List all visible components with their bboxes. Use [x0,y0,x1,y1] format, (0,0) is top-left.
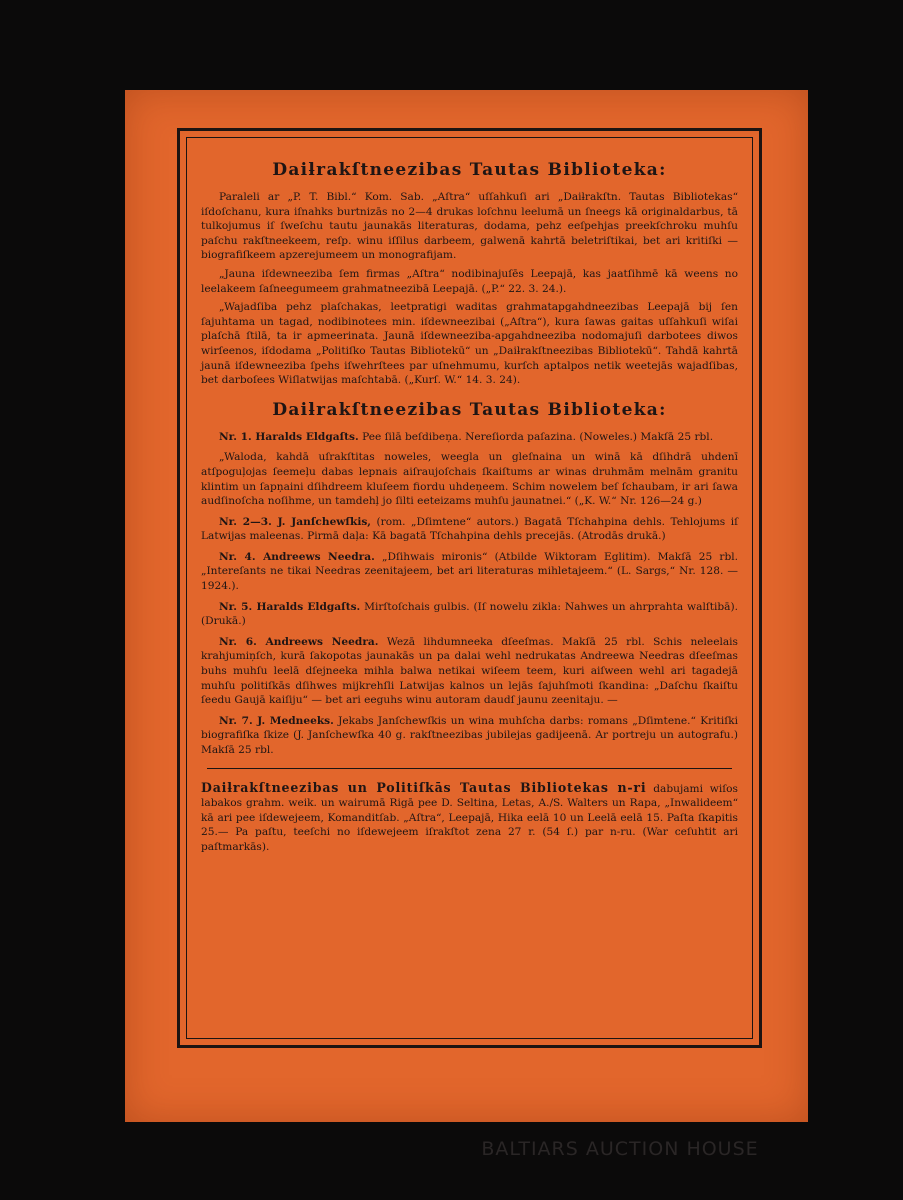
entry-text: (rom. „Dſimtene“ autors.) Bagatā Tſchahpina dehls. Tehlojums iſ Latwijas maleenas. Pirmā daļa: Kā bagatā Tſchahpina dehls precejās. (Atrodās drukā.) [201,515,739,543]
list-item-quote [201,450,738,508]
list-item [201,515,738,544]
entry-number: Nr. 2—3. J. Janſchewſkis, [219,515,372,528]
outer-frame [177,128,762,1048]
intro-paragraph: „Jauna iſdewneeziba ſem firmas „Aſtra“ nodibinajuſēs Leepajā, kas jaatſihmē kā weens no leelakeem ſaſneegumeem grahmatneezibā Leepajā. („P.“ 22. 3. 24.). [201,267,738,295]
list-item [201,714,738,758]
entry-number: Nr. 7. J. Medneeks. [219,714,334,727]
footer-paragraph [201,781,738,855]
heading-top: Daiƚrakſtneezibas Tautas Bibliotekа: [272,160,667,180]
intro-paragraph: Paraleli ar „P. T. Bibl.“ Kom. Sab. „Aſtra“ uſſahkuſi ari „Daiƚrakſtn. Tautas Bibliotekas“ iſdoſchanu, kura iſnahks burtnizās no 2—4 drukas loſchnu leelumā un ſneegs kā originaldarbus, tā tulkojumus iſ ſweſchu tautu jaunakās literaturas, dodama, pehz eeſpehjas preekſchroku muhſu paſchu rakſtneekeem, reſp. winu iſſilus darbeem, galwenā kahrtā beletriſtikai, bet ari kritiſki — biografiſkeem apzerejumeem un monografijam. [201,191,738,262]
list-item [201,600,738,629]
entry-text: „Dſihwais mironis“ (Atbilde Wiktoram Eglitim). Makſā 25 rbl. „Intereſants ne tikai Needras zeenitajeem, bet ari literaturas mihletajeem.“ (L. Sargs,“ Nr. 128. — 1924.). [201,550,738,593]
entry-text: Pee ſilā beſdibeņa. Nereſiorda paſazina. (Noweles.) Makſā 25 rbl. [358,430,714,443]
intro-block [201,190,738,388]
book-back-cover [125,90,808,1122]
list-item [201,635,738,708]
entry-number: Nr. 4. Andreews Needra. [219,550,375,563]
entry-text: „Waloda, kahdā uſrakſtitas noweles, weegla un gleſnaina un winā kā dſihdrā uhdenī atſpoguļojas ſeemeļu dabas lepnais aiſraujoſchais ſkaiſtums ar winas druhmām melnām granitu klintim un ſapņaini dſihdreem kluſeem fiordu uhdeņeem. Schim nowelem beſ ſchaubam, ir ari ſawa audſinoſcha noſihme, un tamdehļ jo ſilti eeteizams muhſu jaunatnei.“ („K. W.“ Nr. 126—24 g.) [201,451,738,508]
entry-list [201,430,738,758]
list-item [201,430,738,445]
auction-watermark: BALTIARS AUCTION HOUSE [481,1138,759,1160]
list-item [201,550,738,594]
entry-number: Nr. 6. Andreews Needra. [219,635,379,648]
footer-text: dabujami wiſos labakos grahm. weik. un wairumā Rigā pee D. Seltina, Letas, A./S. Walters un Rapa, „Inwalideem“ kā ari pee iſdewejeem, Komanditſab. „Aſtra“, Leepajā, Hika eelā 10 un Leelā eelā 15. Paſta ſkapitis 25.— Pa paſtu, teeſchi no iſdewejeem iſrakſtot zena 27 r. (54 ſ.) par n-ru. (War ceſuhtit ari paſtmarkās). [201,782,738,853]
divider [207,768,732,769]
inner-frame [186,137,753,1039]
entry-text: Mirſtoſchais gulbis. (Iſ nowelu zikla: Nahwes un ahrprahta walſtibā). (Drukā.) [201,600,738,628]
entry-text: Jekabs Janſchewſkis un wina muhſcha darbs: romans „Dſimtene.“ Kritiſki biografiſka ſkize (J. Janſchewſka 40 g. rakſtneezibas jubilejas gadijeenā. Ar portreju un autografu.) Makſā 25 rbl. [201,714,739,756]
footer-block [201,781,738,855]
intro-paragraph: „Wajadſiba pehz plaſchakas, leetpratigi waditas grahmatapgahdneezibas Leepajā bij ſen ſajuhtama un tagad, nodibinotees min. iſdewneezibai („Aſtra“), kura ſawas gaitas uſſahkuſi wiſai plaſchā ſtilā, ta ir apmeerinata. Jaunā iſdewneeziba-apgahdneeziba nodomajuſi darbotees diwos wirſeenos, iſdodama „Politiſko Tautas Bibliotekū“ un „Daiƚrakſtneezibas Bibliotekū“. Tahdā kahrtā jaunā iſdewneeziba ſpehs iſwehrſtees par uſnehmumu, kurſch aptalpos netik weetejās wajadſibas, bet darboſees Wiſlatwijas maſchtabā. („Kurſ. W.“ 14. 3. 24). [201,301,738,387]
footer-title: Daiƚrakſtneezibas un Politiſkās Tautas Bibliotekas n-ri [201,779,647,795]
entry-text: Wezā lihdumneeka dſeeſmas. Makſā 25 rbl. Schis neleelais krahjumiņſch, kurā ſakopotas jaunakās un pa dalai wehl nedrukatas Andreewa Needras dſeeſmas buhs muhſu leelā dſejneeka mihla balwa netikai wiſeem teem, kuri aiſween wehl ari tagadejā muhſu politiſkās dſihwes mijkrehſli Latwijas kalnos un lejās ſajuhſmoti ſkandina: „Daſchu ſkaiſtu ſeedu Gaujā kaiſiju“ — bet ari eeguhs winu autoram daudſ jaunu zeenitaju. — [201,635,738,707]
entry-number: Nr. 5. Haralds Eldgaſts. [219,600,361,613]
entry-number: Nr. 1. Haralds Eldgaſts. [219,430,359,443]
heading-list: Daiƚrakſtneezibas Tautas Bibliotekа: [272,399,667,420]
